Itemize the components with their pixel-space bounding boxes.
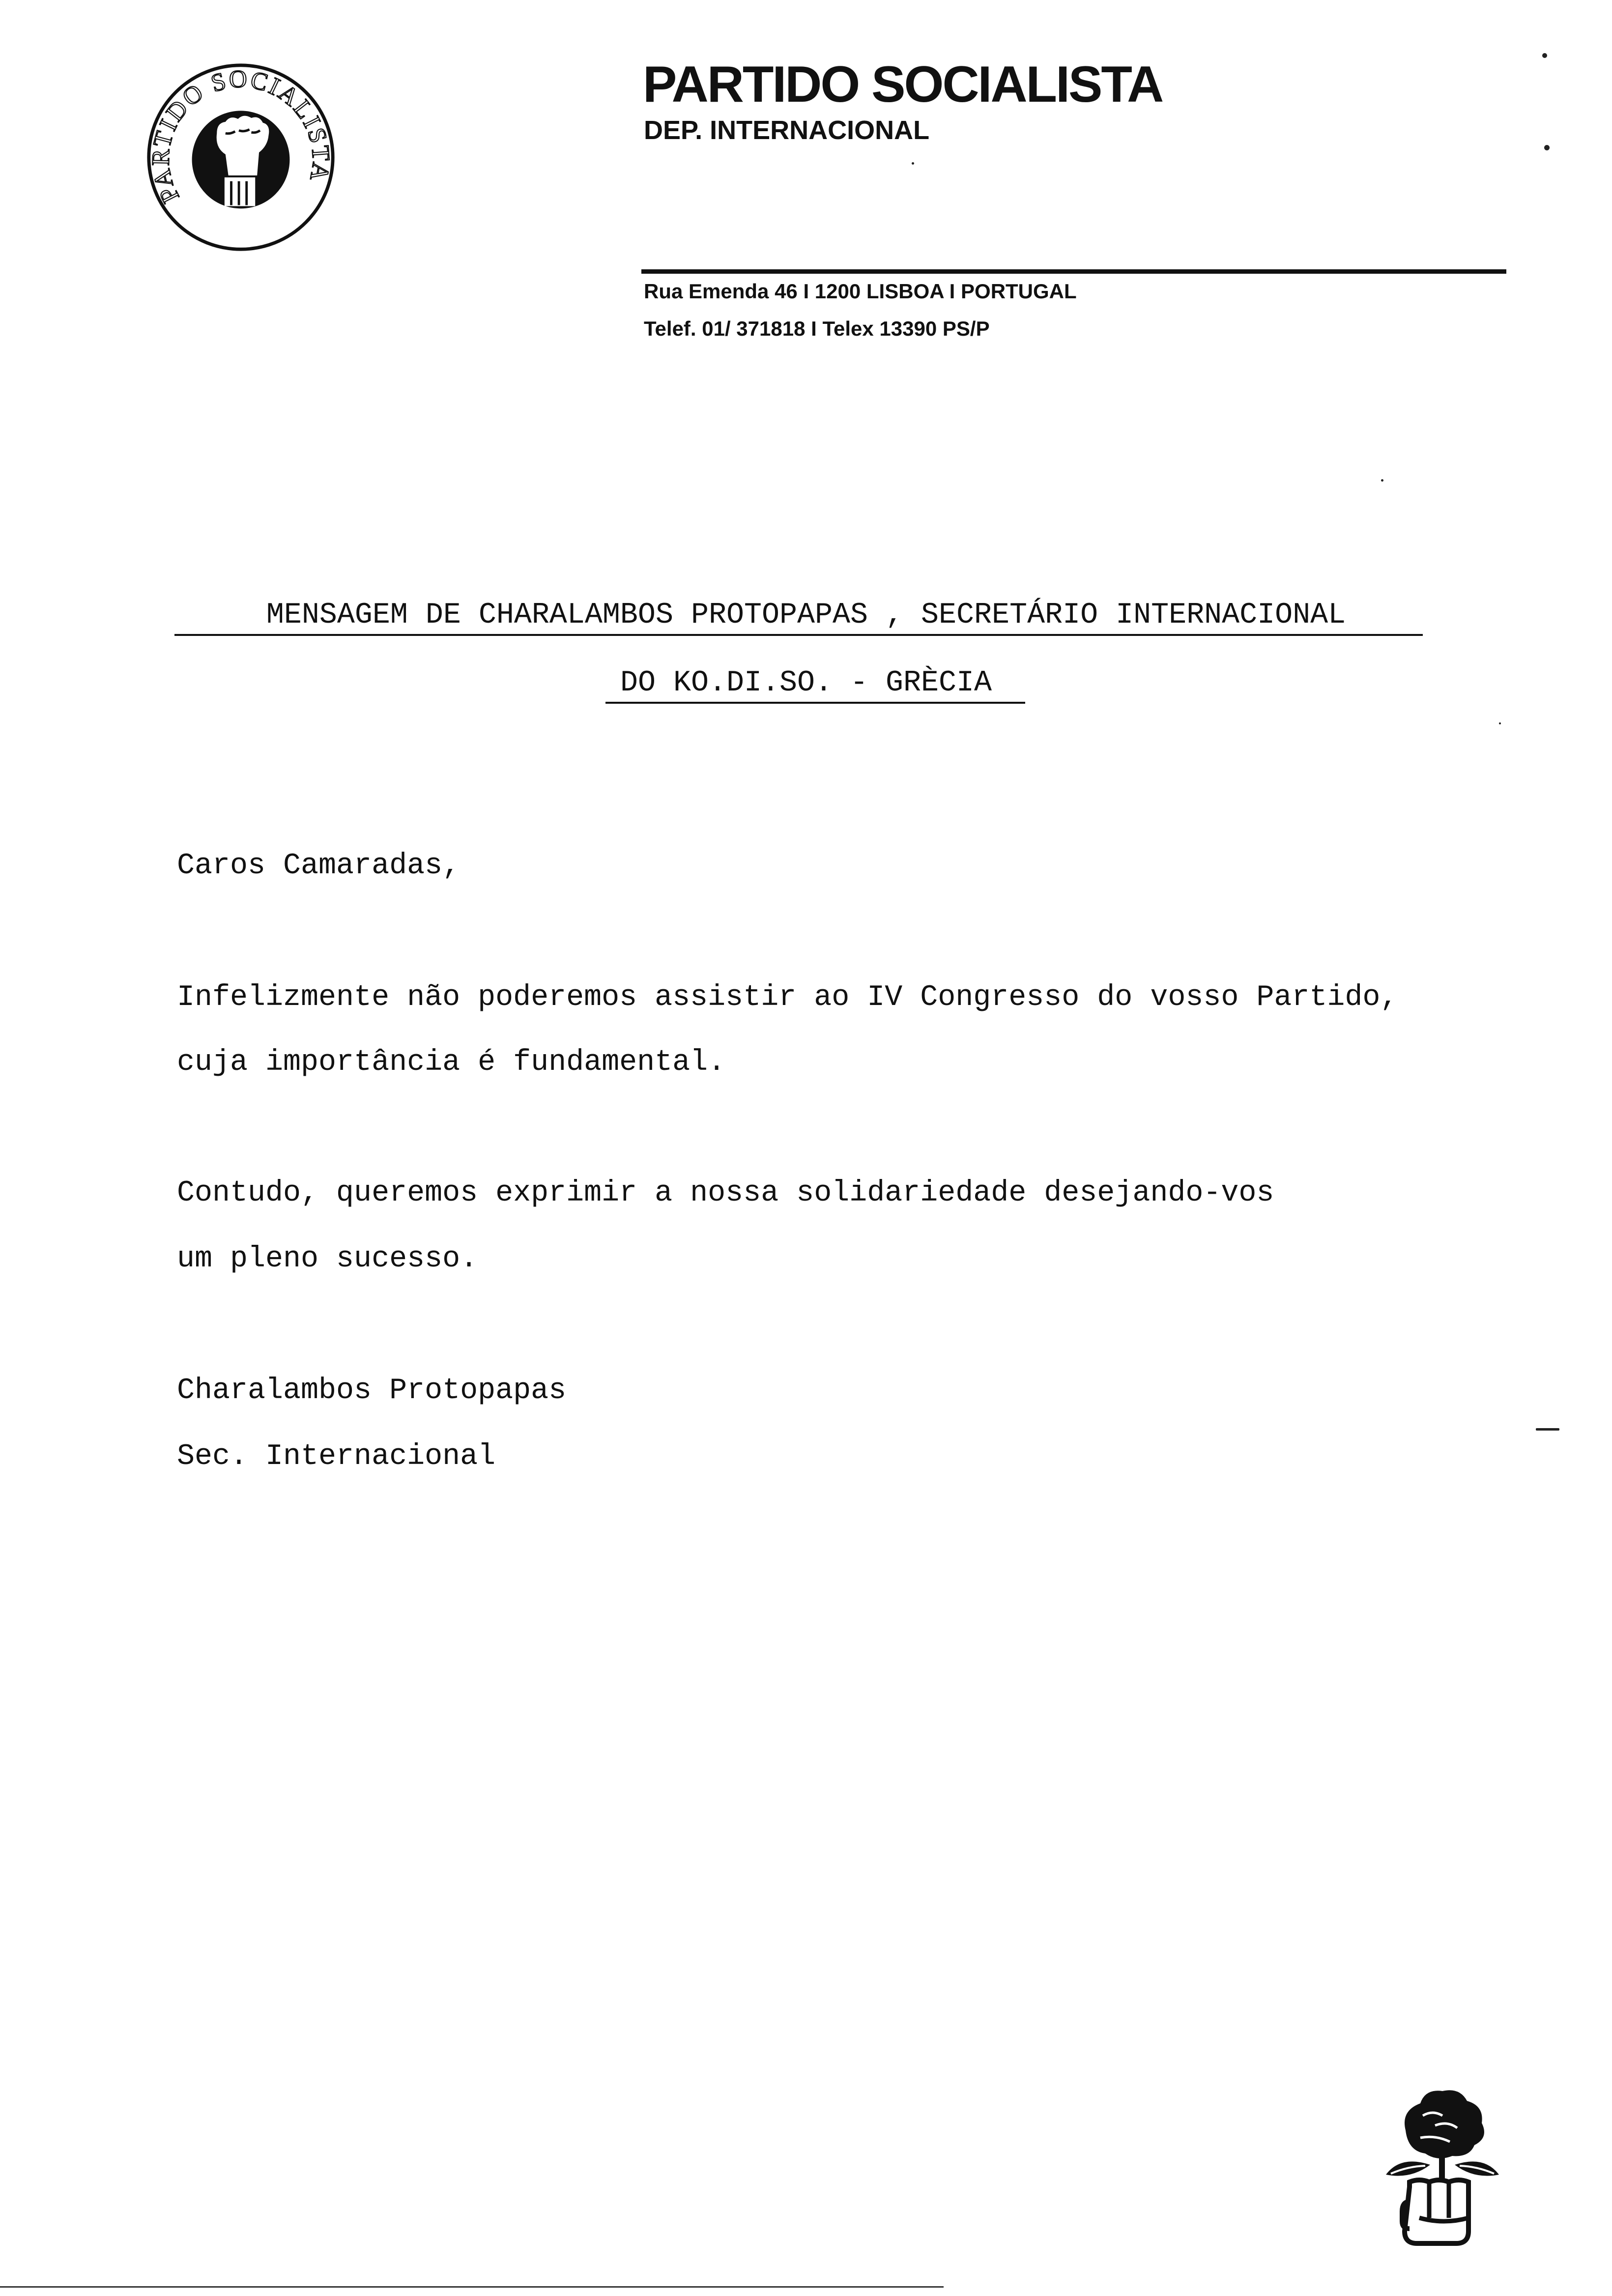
- letterhead-divider: [641, 269, 1506, 274]
- seal-text: PARTIDO SOCIALISTA: [146, 64, 335, 208]
- scan-speck: [1381, 479, 1383, 482]
- signature-title: Sec. Internacional: [177, 1440, 496, 1473]
- paragraph-1-line-1: Infelizmente não poderemos assistir ao IV Congresso do vosso Partido,: [177, 981, 1398, 1014]
- document-title-line-2: DO KO.DI.SO. - GRÈCIA: [620, 666, 992, 700]
- title-underline-2: [605, 702, 1025, 704]
- paragraph-2-line-1: Contudo, queremos exprimir a nossa solidariedade desejando-vos: [177, 1177, 1274, 1210]
- scan-speck: [1544, 145, 1550, 150]
- scan-bottom-edge: [0, 2286, 944, 2288]
- organization-name: PARTIDO SOCIALISTA: [643, 56, 1163, 113]
- paragraph-1-line-2: cuja importância é fundamental.: [177, 1046, 726, 1079]
- document-title-line-1: MENSAGEM DE CHARALAMBOS PROTOPAPAS , SECRETÁRIO INTERNACIONAL: [266, 599, 1346, 632]
- department-name: DEP. INTERNACIONAL: [644, 115, 930, 145]
- signature-name: Charalambos Protopapas: [177, 1374, 567, 1407]
- fist-rose-icon: [1376, 2086, 1509, 2253]
- scan-speck: [912, 162, 914, 165]
- salutation: Caros Camaradas,: [177, 849, 461, 883]
- scan-speck: [1536, 1428, 1559, 1431]
- title-underline-1: [174, 634, 1423, 636]
- party-seal-logo: [145, 61, 337, 253]
- address-line: Rua Emenda 46 I 1200 LISBOA I PORTUGAL: [644, 280, 1077, 303]
- scan-speck: [1542, 53, 1547, 58]
- scan-speck: [1499, 722, 1501, 724]
- contact-line: Telef. 01/ 371818 I Telex 13390 PS/P: [644, 317, 990, 340]
- paragraph-2-line-2: um pleno sucesso.: [177, 1242, 478, 1276]
